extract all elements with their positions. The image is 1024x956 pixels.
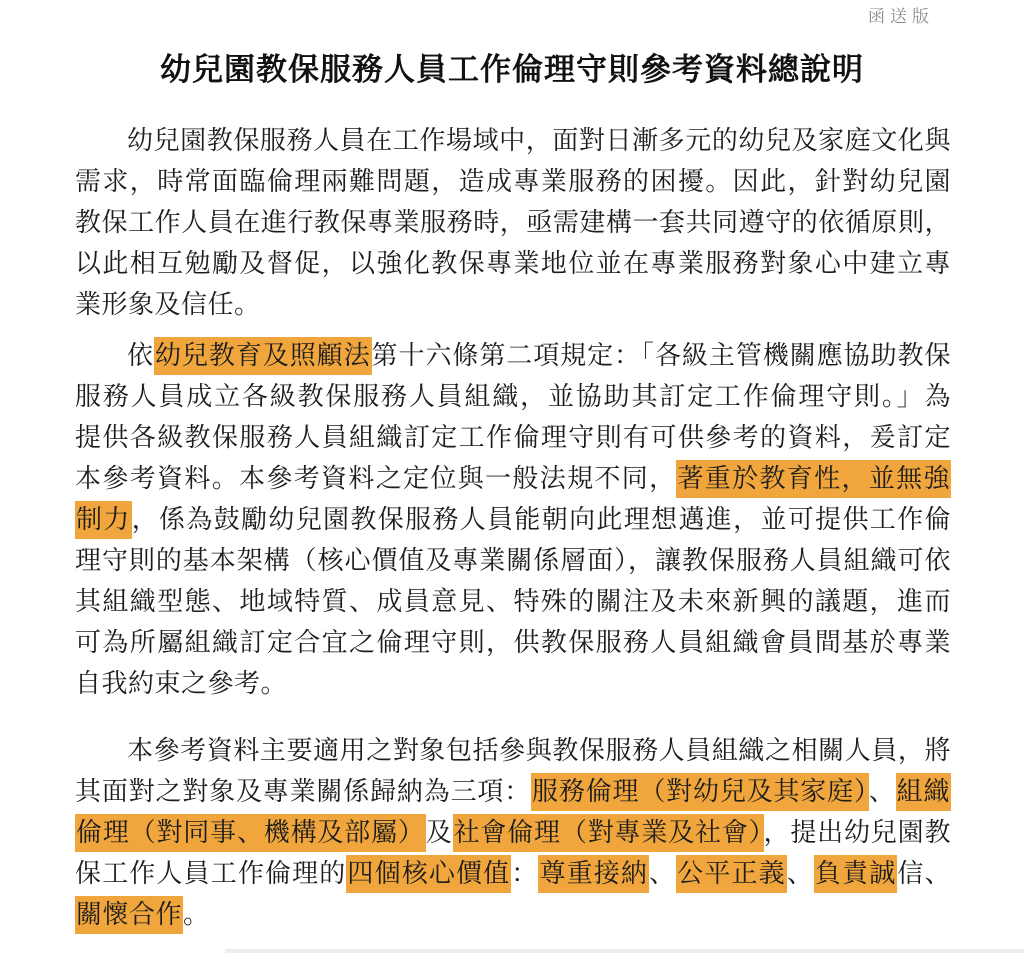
- next-content-edge: [225, 949, 1024, 953]
- paragraph: [75, 336, 951, 705]
- text-line: [75, 582, 951, 623]
- text-segment: 幼兒園教保服務人員在工作場域中，面對日漸多元的幼兒及家庭文化與: [127, 126, 951, 156]
- text-segment: 需求，時常面臨倫理兩難問題，造成專業服務的困擾。因此，針對幼兒園: [75, 167, 951, 197]
- text-line: [75, 162, 951, 203]
- text-line: [75, 203, 951, 244]
- text-segment: 信、: [897, 859, 951, 889]
- version-stamp: 函送版: [868, 7, 934, 27]
- text-line: [75, 731, 951, 772]
- text-segment: 可為所屬組織訂定合宜之倫理守則，供教保服務人員組織會員間基於專業: [75, 628, 951, 658]
- highlighted-text: 制力: [75, 501, 132, 539]
- paragraph: [75, 121, 951, 326]
- text-segment: 提供各級教保服務人員組織訂定工作倫理守則有可供參考的資料，爰訂定: [75, 423, 951, 453]
- text-segment: ：: [511, 859, 539, 889]
- text-segment: 。: [183, 900, 210, 930]
- text-line: [75, 664, 951, 705]
- highlighted-text: 組織: [896, 773, 951, 811]
- highlighted-text: 尊重接納: [538, 855, 649, 893]
- text-segment: 以此相互勉勵及督促，以強化教保專業地位並在專業服務對象心中建立專: [75, 249, 951, 279]
- text-line: [75, 772, 951, 813]
- highlighted-text: 倫理（對同事、機構及部屬）: [75, 814, 426, 852]
- highlighted-text: 幼兒教育及照顧法: [154, 337, 372, 375]
- highlighted-text: 社會倫理（對專業及社會）: [453, 814, 764, 852]
- highlighted-text: 關懷合作: [75, 896, 183, 934]
- highlighted-text: 四個核心價值: [346, 855, 511, 893]
- text-line: [75, 541, 951, 582]
- page-title: 幼兒園教保服務人員工作倫理守則參考資料總說明: [160, 52, 864, 88]
- text-segment: 及: [425, 818, 453, 848]
- text-line: [75, 459, 951, 500]
- document-body: [75, 121, 951, 936]
- text-line: [75, 500, 951, 541]
- text-segment: 其組織型態、地域特質、成員意見、特殊的關注及未來新興的議題，進而: [75, 587, 951, 617]
- text-line: [75, 854, 951, 895]
- text-segment: 依: [127, 341, 154, 371]
- highlighted-text: 負責誠: [814, 855, 897, 893]
- text-segment: 、: [786, 859, 814, 889]
- text-segment: 本參考資料。本參考資料之定位與一般法規不同，: [75, 464, 677, 494]
- text-line: [75, 813, 951, 854]
- text-segment: 其面對之對象及專業關係歸納為三項：: [75, 777, 532, 807]
- text-segment: 第十六條第二項規定：「各級主管機關應協助教保: [371, 341, 951, 371]
- text-line: [75, 336, 951, 377]
- paragraph: [75, 731, 951, 936]
- text-segment: ，提出幼兒園教: [763, 818, 951, 848]
- text-segment: 自我約束之參考。: [75, 669, 288, 699]
- text-segment: 理守則的基本架構（核心價值及專業關係層面），讓教保服務人員組織可依: [75, 546, 951, 576]
- text-segment: 、: [868, 777, 896, 807]
- text-segment: 保工作人員工作倫理的: [75, 859, 347, 889]
- text-line: [75, 623, 951, 664]
- text-segment: ，係為鼓勵幼兒園教保服務人員能朝向此理想邁進，並可提供工作倫: [131, 505, 951, 535]
- text-line: [75, 285, 951, 326]
- text-segment: 教保工作人員在進行教保專業服務時，亟需建構一套共同遵守的依循原則，: [75, 208, 951, 238]
- text-line: [75, 244, 951, 285]
- text-segment: 服務人員成立各級教保服務人員組織，並協助其訂定工作倫理守則。」為: [75, 382, 951, 412]
- text-line: [75, 895, 951, 936]
- highlighted-text: 著重於教育性，並無強: [676, 460, 951, 498]
- highlighted-text: 服務倫理（對幼兒及其家庭）: [531, 773, 869, 811]
- text-segment: 、: [649, 859, 677, 889]
- text-line: [75, 377, 951, 418]
- text-line: [75, 418, 951, 459]
- text-segment: 業形象及信任。: [75, 290, 261, 320]
- highlighted-text: 公平正義: [676, 855, 787, 893]
- text-line: [75, 121, 951, 162]
- text-segment: 本參考資料主要適用之對象包括參與教保服務人員組織之相關人員，將: [127, 736, 951, 766]
